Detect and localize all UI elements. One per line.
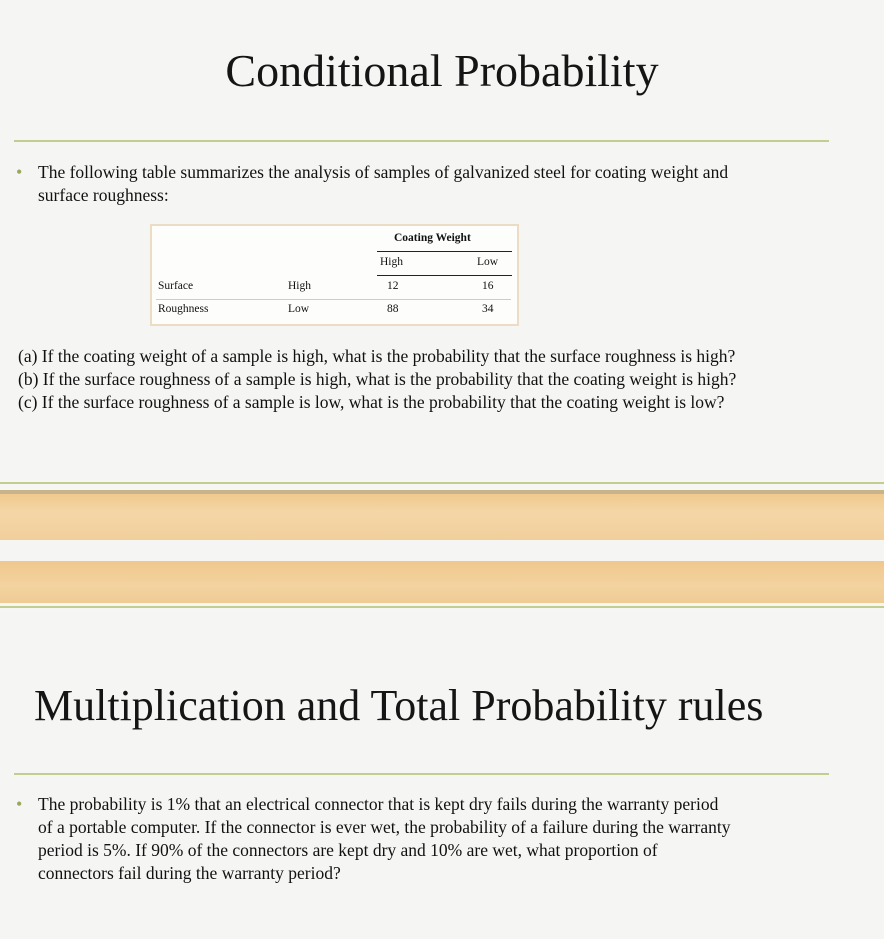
question-list <box>18 345 736 414</box>
row-low-label: Low <box>288 303 310 315</box>
slide-2-title: Multiplication and Total Probability rules <box>34 681 764 730</box>
bullet-dot-icon: • <box>16 162 23 182</box>
header-rule <box>377 251 512 252</box>
cell-high-low: 16 <box>482 280 494 292</box>
question-c: (c) If the surface roughness of a sample is low, what is the probability that the coating weight is low? <box>18 392 725 412</box>
slide-separator-line <box>0 606 884 608</box>
decorative-band-bottom <box>0 561 884 603</box>
subheader-rule <box>377 275 512 276</box>
row-label-roughness: Roughness <box>158 303 209 315</box>
slide-1-bullet <box>16 161 729 207</box>
title-divider <box>14 140 829 142</box>
coating-weight-header: Coating Weight <box>394 232 471 244</box>
col-header-low: Low <box>477 256 499 268</box>
decorative-band-top <box>0 490 884 540</box>
cell-low-low: 34 <box>482 303 494 315</box>
coating-roughness-table <box>150 224 519 326</box>
row-label-surface: Surface <box>158 280 194 292</box>
slide-2-bullet <box>16 793 731 885</box>
slide-2 <box>0 612 884 939</box>
title-divider <box>14 773 829 775</box>
bullet-line: period is 5%. If 90% of the connectors are kept dry and 10% are wet, what proportion of <box>38 840 658 860</box>
row-high-label: High <box>288 280 311 292</box>
cell-low-high: 88 <box>387 303 399 315</box>
row-divider <box>156 299 511 300</box>
cell-high-high: 12 <box>387 280 399 292</box>
bullet-line: surface roughness: <box>38 185 169 205</box>
question-b: (b) If the surface roughness of a sample is high, what is the probability that the coating weight is high? <box>18 369 737 389</box>
bullet-line: connectors fail during the warranty period? <box>38 863 341 883</box>
slide-separator-line <box>0 482 884 484</box>
bullet-line: of a portable computer. If the connector is ever wet, the probability of a failure during the warranty <box>38 817 731 837</box>
col-header-high: High <box>380 256 403 268</box>
bullet-line: The following table summarizes the analysis of samples of galvanized steel for coating weight and <box>38 162 729 182</box>
band-gap <box>0 540 884 561</box>
bullet-line: The probability is 1% that an electrical connector that is kept dry fails during the warranty period <box>38 794 719 814</box>
bullet-dot-icon: • <box>16 794 23 814</box>
question-a: (a) If the coating weight of a sample is high, what is the probability that the surface roughness is high? <box>18 346 736 366</box>
slide-1-title: Conditional Probability <box>225 45 659 96</box>
